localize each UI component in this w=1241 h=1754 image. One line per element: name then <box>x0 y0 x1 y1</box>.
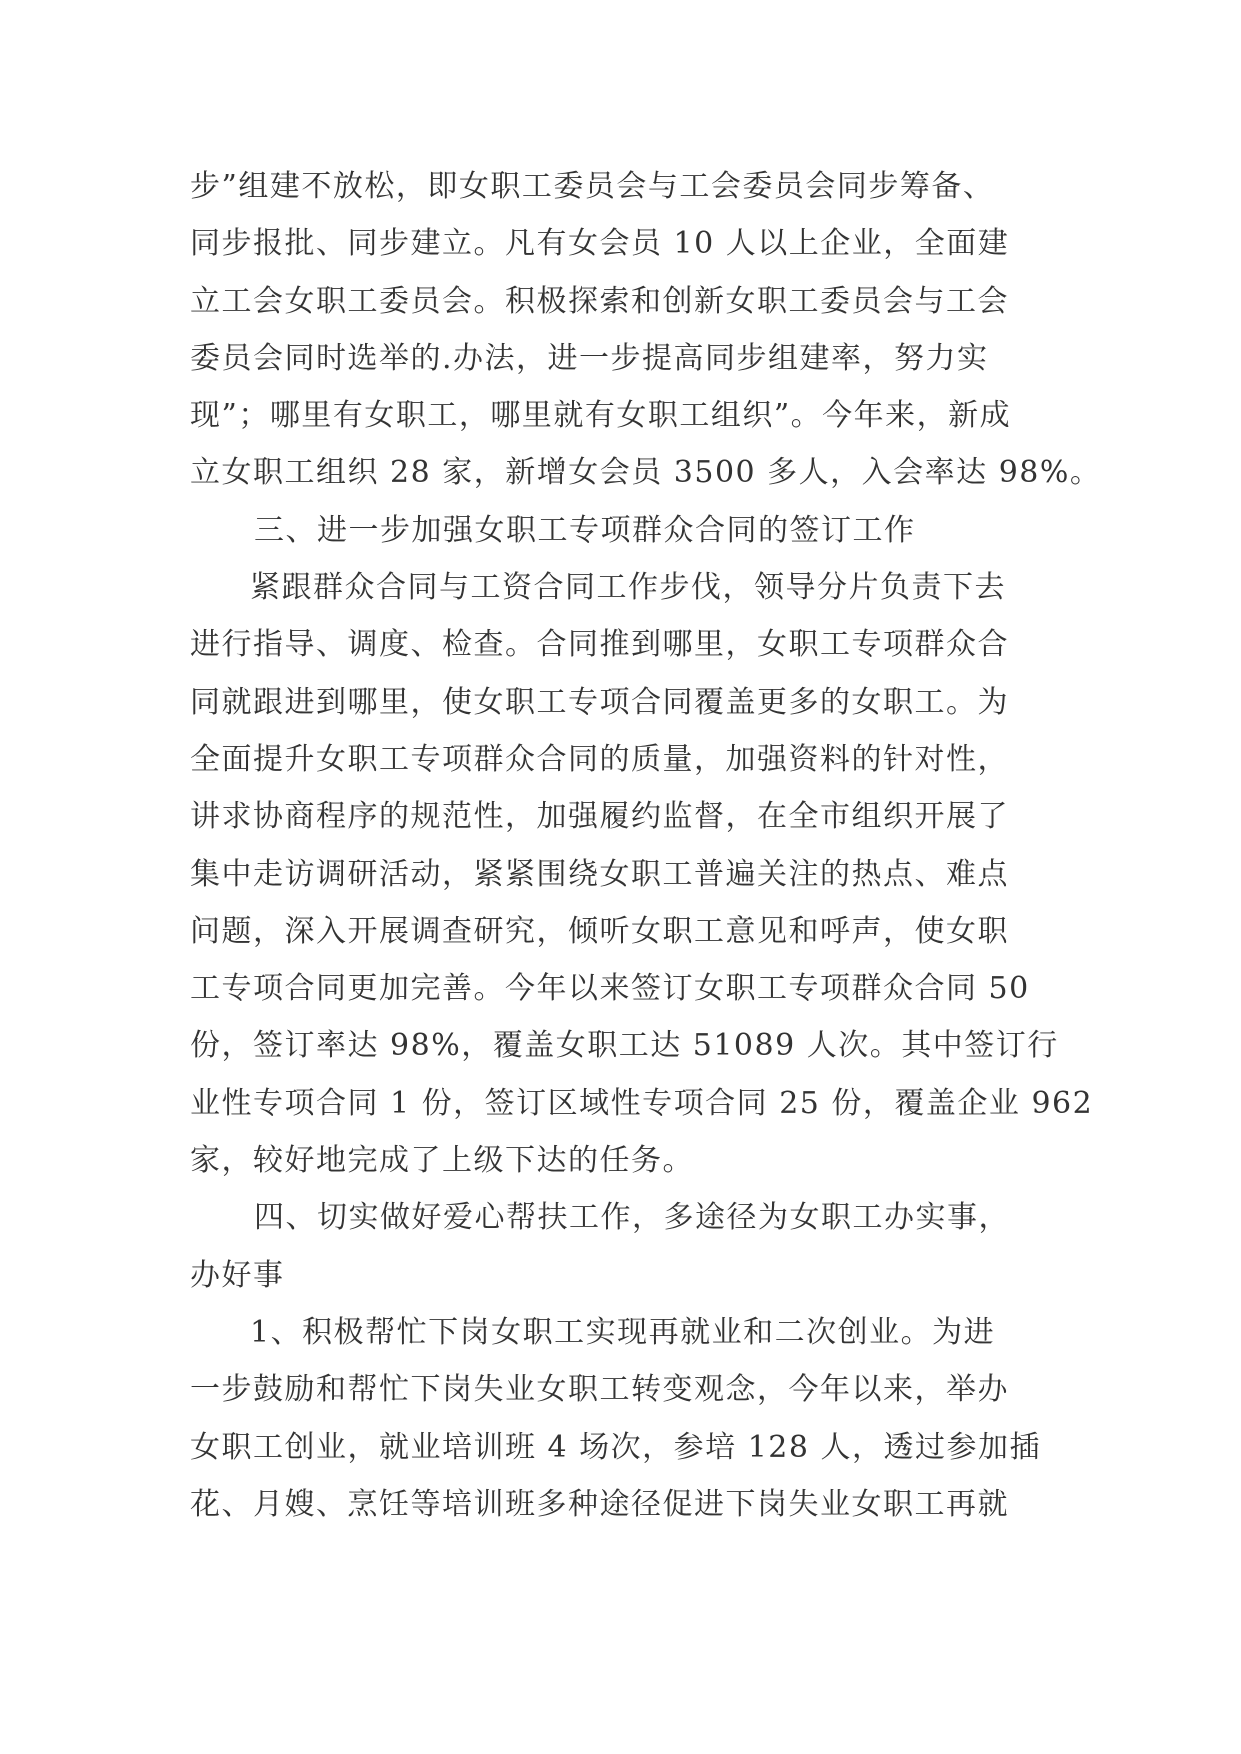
text-line: 工专项合同更加完善。今年以来签订女职工专项群众合同 50 <box>190 971 1030 1007</box>
text-line: 立女职工组织 28 家，新增女会员 3500 多人，入会率达 98%。 <box>190 455 1102 491</box>
text-line: 同步报批、同步建立。凡有女会员 10 人以上企业，全面建 <box>190 226 1010 262</box>
text-line: 现”；哪里有女职工，哪里就有女职工组织”。今年来，新成 <box>190 398 1012 434</box>
text-line: 女职工创业，就业培训班 4 场次，参培 128 人，透过参加插 <box>190 1429 1041 1465</box>
text-line: 委员会同时选举的.办法，进一步提高同步组建率，努力实 <box>190 340 989 376</box>
text-line: 业性专项合同 1 份，签订区域性专项合同 25 份，覆盖企业 962 <box>190 1085 1094 1121</box>
document-body <box>190 158 1102 1533</box>
text-line: 一步鼓励和帮忙下岗失业女职工转变观念，今年以来，举办 <box>190 1372 1009 1408</box>
text-line: 立工会女职工委员会。积极探索和创新女职工委员会与工会 <box>190 283 1009 319</box>
text-line: 花、月嫂、烹饪等培训班多种途径促进下岗失业女职工再就 <box>190 1486 1009 1522</box>
text-line: 家，较好地完成了上级下达的任务。 <box>190 1143 694 1179</box>
text-line: 同就跟进到哪里，使女职工专项合同覆盖更多的女职工。为 <box>190 684 1009 720</box>
text-line: 全面提升女职工专项群众合同的质量，加强资料的针对性， <box>190 741 1009 777</box>
text-line: 1、积极帮忙下岗女职工实现再就业和二次创业。为进 <box>250 1314 996 1350</box>
section-heading: 三、进一步加强女职工专项群众合同的签订工作 <box>254 512 916 548</box>
text-line: 讲求协商程序的规范性，加强履约监督，在全市组织开展了 <box>190 799 1009 835</box>
text-line: 问题，深入开展调查研究，倾听女职工意见和呼声，使女职 <box>190 913 1009 949</box>
text-line: 办好事 <box>190 1257 285 1293</box>
section-heading: 四、切实做好爱心帮扶工作，多途径为女职工办实事， <box>254 1200 1010 1236</box>
text-line: 份，签订率达 98%，覆盖女职工达 51089 人次。其中签订行 <box>190 1028 1059 1064</box>
text-line: 进行指导、调度、检查。合同推到哪里，女职工专项群众合 <box>190 627 1009 663</box>
text-line: 步”组建不放松，即女职工委员会与工会委员会同步筹备、 <box>190 169 995 204</box>
text-line: 紧跟群众合同与工资合同工作步伐，领导分片负责下去 <box>250 570 1006 606</box>
text-line: 集中走访调研活动，紧紧围绕女职工普遍关注的热点、难点 <box>190 856 1009 892</box>
